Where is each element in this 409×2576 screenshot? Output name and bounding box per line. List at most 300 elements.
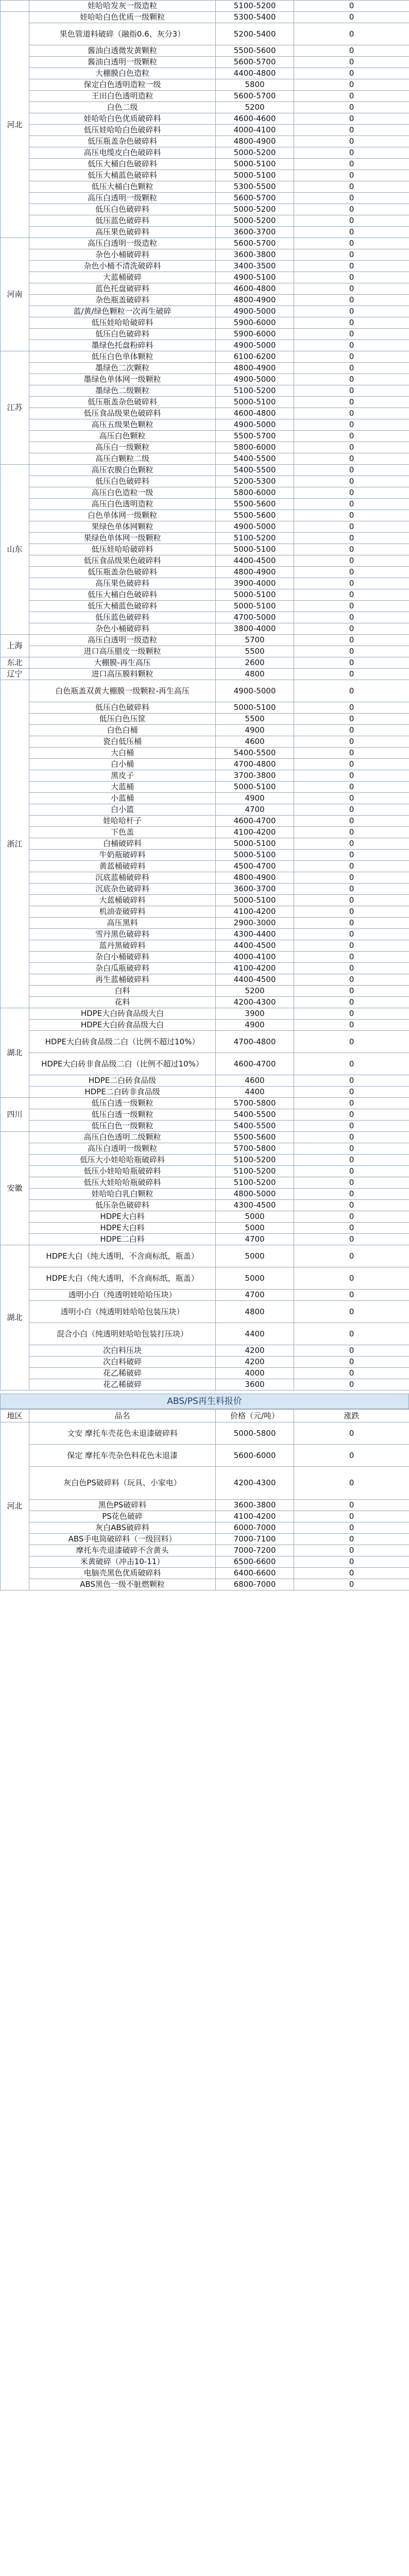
table-row [1, 1290, 409, 1301]
change-cell: 0 [294, 827, 409, 838]
product-name-cell: 沉底蓝桶破碎料 [29, 872, 216, 884]
product-name-cell: HDPE大白（纯大透明，不含商标纸，瓶盖） [29, 1267, 216, 1290]
region-cell: 浙江 [1, 680, 29, 1008]
change-cell: 0 [294, 567, 409, 578]
change-cell: 0 [294, 521, 409, 533]
price-cell: 5600-5700 [216, 238, 294, 249]
price-cell: 4200-4300 [216, 997, 294, 1008]
product-name-cell: 白色白桶 [29, 725, 216, 736]
price-cell: 4600-4800 [216, 283, 294, 295]
change-cell: 0 [294, 974, 409, 986]
table-row [1, 408, 409, 419]
product-name-cell: 低压小娃哈哈瓶破碎料 [29, 1166, 216, 1177]
table-row [1, 1211, 409, 1223]
product-name-cell: 娃哈哈发灰一级造粒 [29, 1, 216, 12]
product-name-cell: HDPE大白砖食品级二白（比例不超过10%） [29, 1031, 216, 1053]
change-cell: 0 [294, 1534, 409, 1545]
price-cell: 4200 [216, 1345, 294, 1357]
price-cell: 4400 [216, 1323, 294, 1345]
table-row [1, 612, 409, 623]
price-cell: 5200 [216, 102, 294, 113]
product-name-cell: 低压白色破碎料 [29, 476, 216, 487]
change-cell: 0 [294, 895, 409, 906]
table-row [1, 850, 409, 861]
price-cell: 4600-4700 [216, 816, 294, 827]
table-row [1, 136, 409, 147]
change-cell: 0 [294, 940, 409, 952]
change-cell: 0 [294, 680, 409, 702]
price-cell: 5400-5500 [216, 748, 294, 759]
table-row [1, 181, 409, 193]
price-cell: 4800-5000 [216, 1189, 294, 1200]
table-row [1, 940, 409, 952]
table-row [1, 1053, 409, 1075]
price-cell: 5000-5100 [216, 589, 294, 601]
change-cell: 0 [294, 45, 409, 57]
product-name-cell: HDPE大白砖食品级大白 [29, 1020, 216, 1031]
price-cell: 4300-4500 [216, 1200, 294, 1211]
price-cell: 4700 [216, 804, 294, 816]
change-cell: 0 [294, 1075, 409, 1087]
table-row [1, 476, 409, 487]
price-cell: 4200-4300 [216, 1467, 294, 1500]
table-row [1, 170, 409, 181]
product-name-cell: 次白料压块 [29, 1345, 216, 1357]
change-cell: 0 [294, 1345, 409, 1357]
change-cell: 0 [294, 453, 409, 465]
product-name-cell: 高压白色透明造粒 [29, 499, 216, 510]
product-name-cell: 低压白透一级颗粒 [29, 1109, 216, 1121]
price-cell: 5000-5100 [216, 838, 294, 850]
change-cell: 0 [294, 340, 409, 351]
change-cell: 0 [294, 1189, 409, 1200]
price-cell: 4700-5000 [216, 612, 294, 623]
change-cell: 0 [294, 1223, 409, 1234]
change-cell: 0 [294, 1087, 409, 1098]
product-name-cell: 高压白一级颗粒 [29, 442, 216, 453]
product-name-cell: 低压大小娃哈哈瓶破碎料 [29, 1155, 216, 1166]
change-cell: 0 [294, 748, 409, 759]
product-name-cell: 白料 [29, 986, 216, 997]
price-cell: 5400-5500 [216, 1121, 294, 1132]
price-cell: 5700 [216, 635, 294, 646]
price-cell: 6000-7000 [216, 1522, 294, 1534]
product-name-cell: 低压杂色破碎料 [29, 1200, 216, 1211]
change-cell: 0 [294, 102, 409, 113]
product-name-cell: 黑皮子 [29, 770, 216, 782]
product-name-cell: 杂色小桶破碎料 [29, 623, 216, 635]
product-name-cell: 高压白色颗粒 [29, 431, 216, 442]
product-name-cell: 墨绿色二级颗粒 [29, 385, 216, 397]
table-row [1, 1545, 409, 1556]
table-row [1, 419, 409, 431]
table-row [1, 533, 409, 544]
product-name-cell: 果绿色单体网颗粒 [29, 521, 216, 533]
price-cell: 5000-5200 [216, 147, 294, 159]
product-name-cell: 牛奶瓶破碎料 [29, 850, 216, 861]
price-cell: 4400 [216, 1087, 294, 1098]
header-name: 品名 [29, 1410, 216, 1422]
price-cell: 5300-5500 [216, 181, 294, 193]
price-cell: 5900-6000 [216, 329, 294, 340]
price-cell: 5100-5200 [216, 1177, 294, 1189]
product-name-cell: 低压白色破碎料 [29, 329, 216, 340]
table-row [1, 1121, 409, 1132]
table-row [1, 1345, 409, 1357]
price-cell: 4700-4800 [216, 759, 294, 770]
product-name-cell: 杂色小桶破碎料 [29, 249, 216, 261]
table-row [1, 1511, 409, 1522]
product-name-cell: PS花色破碎 [29, 1511, 216, 1522]
change-cell: 0 [294, 669, 409, 680]
table-row [1, 1467, 409, 1500]
table-row [1, 906, 409, 918]
table-row [1, 1534, 409, 1545]
change-cell: 0 [294, 306, 409, 317]
product-name-cell: 低压瓶盖杂色破碎料 [29, 567, 216, 578]
table-row [1, 736, 409, 748]
product-name-cell: 低压白色单体颗粒 [29, 351, 216, 363]
change-cell: 0 [294, 555, 409, 567]
product-name-cell: HDPE二白砖食品级 [29, 1075, 216, 1087]
price-cell: 4400-4800 [216, 68, 294, 79]
change-cell: 0 [294, 23, 409, 45]
price-cell: 3900 [216, 1008, 294, 1020]
table-row [1, 91, 409, 102]
change-cell: 0 [294, 714, 409, 725]
price-cell: 4400-4500 [216, 555, 294, 567]
price-cell: 4700 [216, 1234, 294, 1245]
product-name-cell: 高压农膜白色颗粒 [29, 465, 216, 476]
price-cell: 4900-5000 [216, 306, 294, 317]
price-cell: 5100-5200 [216, 1155, 294, 1166]
price-cell: 4100-4200 [216, 963, 294, 974]
product-name-cell: 文安 摩托车壳花色未退漆破碎料 [29, 1422, 216, 1445]
change-cell: 0 [294, 544, 409, 555]
price-cell: 4600-4600 [216, 113, 294, 125]
product-name-cell: 高压白透明一级颗粒 [29, 1143, 216, 1155]
table-row [1, 238, 409, 249]
product-name-cell: 果色管道料破碎（融指0.6、灰分3） [29, 23, 216, 45]
header-region: 地区 [1, 1410, 29, 1422]
product-name-cell: 瓷白低压桶 [29, 736, 216, 748]
product-name-cell: 白小篮 [29, 804, 216, 816]
product-name-cell: 杂白小桶破碎料 [29, 952, 216, 963]
change-cell: 0 [294, 1143, 409, 1155]
region-cell: 河北 [1, 1422, 29, 1590]
table-row [1, 317, 409, 329]
price-cell: 5000-5100 [216, 601, 294, 612]
change-cell: 0 [294, 657, 409, 669]
price-cell: 6500-6600 [216, 1556, 294, 1568]
price-cell: 4100-4200 [216, 906, 294, 918]
price-cell: 5200 [216, 986, 294, 997]
product-name-cell: 低压娃哈哈破碎料 [29, 317, 216, 329]
price-cell: 5500-5600 [216, 45, 294, 57]
change-cell: 0 [294, 1445, 409, 1467]
change-cell: 0 [294, 872, 409, 884]
change-cell: 0 [294, 589, 409, 601]
table-row [1, 1, 409, 12]
change-cell: 0 [294, 193, 409, 204]
product-name-cell: 蓝/黄/绿色颗粒一次再生破碎 [29, 306, 216, 317]
table-row [1, 702, 409, 714]
table-row [1, 1031, 409, 1053]
product-name-cell: 果绿色单体网一级颗粒 [29, 533, 216, 544]
price-cell: 3600-3800 [216, 1500, 294, 1511]
product-name-cell: 低压娃哈哈白色破碎料 [29, 125, 216, 136]
table-row [1, 204, 409, 215]
price-cell: 5100-5200 [216, 1, 294, 12]
product-name-cell: HDPE大白砖食品级大白 [29, 1008, 216, 1020]
change-cell: 0 [294, 261, 409, 272]
product-name-cell: 高压电缆皮白色破碎料 [29, 147, 216, 159]
table-row [1, 1522, 409, 1534]
table-row [1, 261, 409, 272]
product-name-cell: 雪丹黑色破碎料 [29, 929, 216, 940]
price-cell: 4500-4700 [216, 861, 294, 872]
price-cell: 4600 [216, 736, 294, 748]
change-cell: 0 [294, 533, 409, 544]
table-row [1, 57, 409, 68]
change-cell: 0 [294, 1290, 409, 1301]
change-cell: 0 [294, 295, 409, 306]
price-cell: 5000-5800 [216, 1422, 294, 1445]
price-cell: 4100-4200 [216, 1511, 294, 1522]
price-cell: 5500-5600 [216, 510, 294, 521]
price-cell: 4800-4900 [216, 363, 294, 374]
change-cell: 0 [294, 1008, 409, 1020]
change-cell: 0 [294, 79, 409, 91]
change-cell: 0 [294, 1200, 409, 1211]
table-row [1, 657, 409, 669]
product-name-cell: 黄蓝桶破碎料 [29, 861, 216, 872]
price-cell: 4800-4900 [216, 567, 294, 578]
product-name-cell: 蓝色托盘破碎料 [29, 283, 216, 295]
table-row [1, 725, 409, 736]
product-name-cell: 进口高压腊皮一级颗粒 [29, 646, 216, 657]
product-name-cell: HDPE二白料 [29, 1234, 216, 1245]
table-row [1, 770, 409, 782]
price-cell: 4800-4900 [216, 136, 294, 147]
table-row [1, 193, 409, 204]
product-name-cell: 摩托车壳退漆破碎不含黄头 [29, 1545, 216, 1556]
price-cell: 2900-3000 [216, 918, 294, 929]
price-cell: 4100-4200 [216, 827, 294, 838]
product-name-cell: 酱油白透明一级颗粒 [29, 57, 216, 68]
price-cell: 5800-6000 [216, 442, 294, 453]
price-cell: 4000-4100 [216, 952, 294, 963]
price-cell: 5100-5200 [216, 533, 294, 544]
change-cell: 0 [294, 1467, 409, 1500]
change-cell: 0 [294, 997, 409, 1008]
change-cell: 0 [294, 1267, 409, 1290]
product-name-cell: 高压白色透明二级颗粒 [29, 1132, 216, 1143]
change-cell: 0 [294, 770, 409, 782]
table-row [1, 589, 409, 601]
region-cell: 上海 [1, 635, 29, 657]
table-row [1, 227, 409, 238]
product-name-cell: HDPE大白料 [29, 1223, 216, 1234]
change-cell: 0 [294, 782, 409, 793]
table-row [1, 861, 409, 872]
price-cell: 5400-5500 [216, 453, 294, 465]
product-name-cell: 白色单体网一级颗粒 [29, 510, 216, 521]
price-cell: 5000-5100 [216, 159, 294, 170]
change-cell: 0 [294, 1500, 409, 1511]
table-row [1, 918, 409, 929]
change-cell: 0 [294, 1166, 409, 1177]
price-cell: 4400-4500 [216, 974, 294, 986]
price-cell: 3600-3700 [216, 884, 294, 895]
change-cell: 0 [294, 759, 409, 770]
change-cell: 0 [294, 861, 409, 872]
table-row [1, 1098, 409, 1109]
region-cell: 河北 [1, 12, 29, 238]
price-cell: 5000-5100 [216, 895, 294, 906]
header-price: 价格（元/吨） [216, 1410, 294, 1422]
price-cell: 5000-5100 [216, 170, 294, 181]
product-name-cell: 高压黑料 [29, 918, 216, 929]
product-name-cell: 杂色瓶盖破碎料 [29, 295, 216, 306]
table-row [1, 147, 409, 159]
product-name-cell: 保定白色透明造粒一级 [29, 79, 216, 91]
product-name-cell: 进口高压膜料颗粒 [29, 669, 216, 680]
product-name-cell: 娃哈哈白色优质破碎料 [29, 113, 216, 125]
region-cell: 湖北 [1, 1245, 29, 1391]
product-name-cell: 大棚膜白色造粒 [29, 68, 216, 79]
region-cell: 辽宁 [1, 669, 29, 680]
table-row [1, 963, 409, 974]
change-cell: 0 [294, 1132, 409, 1143]
change-cell: 0 [294, 238, 409, 249]
table-row [1, 1177, 409, 1189]
table-row [1, 1568, 409, 1579]
table-row [1, 12, 409, 23]
change-cell: 0 [294, 1545, 409, 1556]
change-cell: 0 [294, 113, 409, 125]
header-change: 涨跌 [294, 1410, 409, 1422]
price-cell: 2600 [216, 657, 294, 669]
product-name-cell: 高压白透明一级颗粒 [29, 193, 216, 204]
price-cell: 4800-4900 [216, 295, 294, 306]
table-row [1, 929, 409, 940]
table-row [1, 1245, 409, 1267]
change-cell: 0 [294, 1511, 409, 1522]
table-row [1, 340, 409, 351]
price-cell: 4200 [216, 1357, 294, 1368]
table-row [1, 374, 409, 385]
price-cell: 3600 [216, 1379, 294, 1391]
price-cell: 4800 [216, 669, 294, 680]
price-cell: 5400-5500 [216, 1109, 294, 1121]
table-row [1, 1267, 409, 1290]
table-row [1, 363, 409, 374]
price-cell: 5600-5700 [216, 91, 294, 102]
change-cell: 0 [294, 952, 409, 963]
price-cell: 5300-5400 [216, 12, 294, 23]
price-cell: 5000 [216, 1267, 294, 1290]
change-cell: 0 [294, 487, 409, 499]
table-row [1, 487, 409, 499]
table-row [1, 1166, 409, 1177]
product-name-cell: 保定 摩托车壳杂色料花色未退漆 [29, 1445, 216, 1467]
price-cell: 4800 [216, 1301, 294, 1323]
product-name-cell: 大蓝桶破碎料 [29, 895, 216, 906]
section-banner: ABS/PS再生料报价 [0, 1394, 409, 1409]
product-name-cell: 低压食品级果色破碎料 [29, 408, 216, 419]
price-cell: 5100-5200 [216, 385, 294, 397]
table-row [1, 555, 409, 567]
table-row [1, 499, 409, 510]
table-row [1, 442, 409, 453]
price-cell: 3600-3700 [216, 227, 294, 238]
table-row [1, 986, 409, 997]
change-cell: 0 [294, 1379, 409, 1391]
price-cell: 7000-7200 [216, 1545, 294, 1556]
price-cell: 3900-4000 [216, 578, 294, 589]
change-cell: 0 [294, 57, 409, 68]
product-name-cell: 低压白色压筐 [29, 714, 216, 725]
table-row [1, 215, 409, 227]
product-name-cell: 高压果色破碎料 [29, 227, 216, 238]
price-cell: 5000 [216, 1211, 294, 1223]
product-name-cell: 混合小白（纯透明娃哈哈包装打压块） [29, 1323, 216, 1345]
table-row [1, 759, 409, 770]
product-name-cell: 花料 [29, 997, 216, 1008]
product-name-cell: 小蓝桶 [29, 793, 216, 804]
change-cell: 0 [294, 1177, 409, 1189]
product-name-cell: 电脑壳黑色优质破碎料 [29, 1568, 216, 1579]
table-row [1, 385, 409, 397]
product-name-cell: 低压白色破碎料 [29, 204, 216, 215]
table-row [1, 1556, 409, 1568]
change-cell: 0 [294, 419, 409, 431]
change-cell: 0 [294, 170, 409, 181]
product-name-cell: 低压大桶白色破碎料 [29, 589, 216, 601]
price-cell: 4900 [216, 793, 294, 804]
change-cell: 0 [294, 1109, 409, 1121]
product-name-cell: 娃哈哈白色优质一级颗粒 [29, 12, 216, 23]
table-row [1, 1301, 409, 1323]
price-cell: 5500 [216, 646, 294, 657]
table-row [1, 465, 409, 476]
change-cell: 0 [294, 1357, 409, 1368]
change-cell: 0 [294, 1234, 409, 1245]
product-name-cell: 白小桶 [29, 759, 216, 770]
change-cell: 0 [294, 725, 409, 736]
change-cell: 0 [294, 385, 409, 397]
region-cell: 河南 [1, 238, 29, 351]
change-cell: 0 [294, 351, 409, 363]
price-cell: 5800 [216, 79, 294, 91]
price-cell: 4400-4500 [216, 940, 294, 952]
table-row [1, 102, 409, 113]
change-cell: 0 [294, 136, 409, 147]
product-name-cell: 灰白色PS破碎料（玩具、小家电） [29, 1467, 216, 1500]
change-cell: 0 [294, 1245, 409, 1267]
product-name-cell: 白桶破碎料 [29, 838, 216, 850]
price-cell: 3600-3800 [216, 249, 294, 261]
price-cell: 4300-4400 [216, 929, 294, 940]
price-cell: 6400-6600 [216, 1568, 294, 1579]
table-row [1, 159, 409, 170]
product-name-cell: 再生蓝桶破碎料 [29, 974, 216, 986]
change-cell: 0 [294, 147, 409, 159]
table-row [1, 816, 409, 827]
product-name-cell: 黑色PS破碎料 [29, 1500, 216, 1511]
table-row [1, 974, 409, 986]
